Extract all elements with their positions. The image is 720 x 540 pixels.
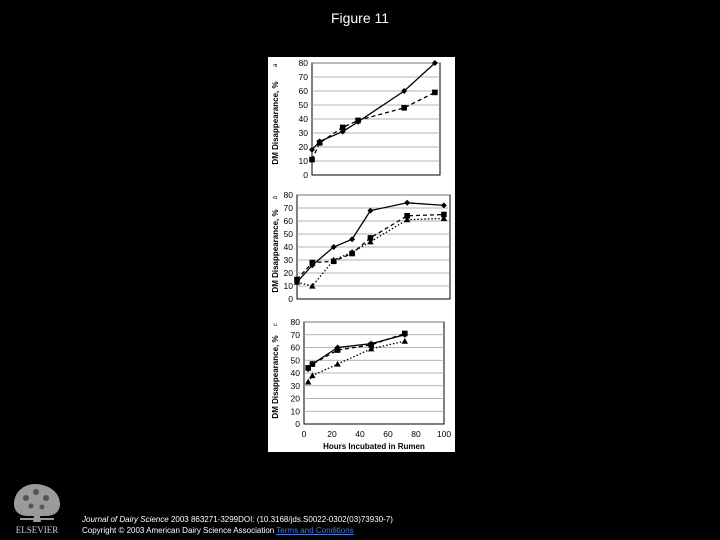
panel-label: c: [273, 323, 279, 326]
copyright-text: Copyright © 2003 American Dairy Science Association: [82, 526, 277, 535]
y-tick-label: 70: [290, 329, 300, 340]
y-tick-label: 10: [298, 156, 308, 166]
chart-panel: [268, 57, 455, 452]
y-tick-label: 40: [290, 368, 300, 378]
y-tick-label: 0: [303, 170, 308, 180]
y-tick-label: 80: [290, 317, 300, 327]
data-point: [310, 260, 316, 266]
y-tick-label: 70: [283, 203, 293, 213]
y-axis-label: DM Disappearance, %: [271, 81, 280, 165]
elsevier-logo: [6, 478, 68, 536]
data-point: [317, 140, 323, 146]
y-tick-label: 80: [283, 190, 293, 200]
y-tick-label: 20: [298, 142, 308, 152]
y-tick-label: 10: [290, 406, 300, 417]
panel-label: a: [273, 63, 279, 67]
data-point: [310, 361, 316, 367]
y-tick-label: 60: [290, 342, 300, 353]
y-tick-label: 50: [283, 229, 293, 239]
journal-name: Journal of Dairy Science: [82, 515, 169, 524]
y-axis-label: DM Disappearance, %: [271, 209, 280, 293]
x-tick-label: 100: [436, 429, 452, 439]
data-point: [402, 331, 408, 337]
y-tick-label: 30: [283, 255, 293, 265]
citation-text: 2003 863271-3299DOI: (10.3168/jds.S0022-0302(03)73930-7): [168, 515, 393, 524]
data-point: [432, 90, 438, 96]
x-tick-label: 0: [301, 429, 307, 439]
y-tick-label: 50: [290, 355, 300, 366]
citation-footer: [82, 514, 393, 536]
panel-label: b: [273, 195, 279, 199]
data-point: [355, 118, 361, 124]
y-tick-label: 10: [283, 281, 293, 291]
data-point: [340, 125, 346, 131]
y-tick-label: 50: [298, 100, 308, 110]
line-charts: [268, 57, 455, 452]
y-tick-label: 30: [290, 380, 300, 391]
y-tick-label: 40: [298, 114, 308, 124]
y-tick-label: 30: [298, 128, 308, 138]
copyright-line: [82, 525, 393, 536]
y-tick-label: 20: [283, 268, 293, 278]
terms-link[interactable]: Terms and Conditions: [276, 526, 354, 535]
x-tick-label: 60: [383, 429, 393, 439]
data-point: [309, 157, 315, 163]
y-tick-label: 60: [283, 216, 293, 226]
y-tick-label: 0: [288, 294, 293, 304]
y-tick-label: 80: [298, 58, 308, 68]
y-tick-label: 0: [295, 419, 300, 429]
y-axis-label: DM Disappearance, %: [271, 335, 280, 419]
data-point: [401, 105, 407, 111]
y-tick-label: 60: [298, 86, 308, 96]
citation-line: [82, 514, 393, 525]
y-tick-label: 40: [283, 242, 293, 252]
x-tick-label: 80: [411, 429, 421, 439]
figure-title: Figure 11: [330, 10, 390, 26]
x-tick-label: 20: [327, 429, 337, 439]
x-axis-label: Hours Incubated in Rumen: [323, 442, 425, 451]
logo-wordmark: ELSEVIER: [15, 525, 59, 535]
y-tick-label: 70: [298, 72, 308, 82]
data-point: [335, 347, 341, 353]
x-tick-label: 40: [355, 429, 365, 439]
y-tick-label: 20: [290, 393, 300, 404]
